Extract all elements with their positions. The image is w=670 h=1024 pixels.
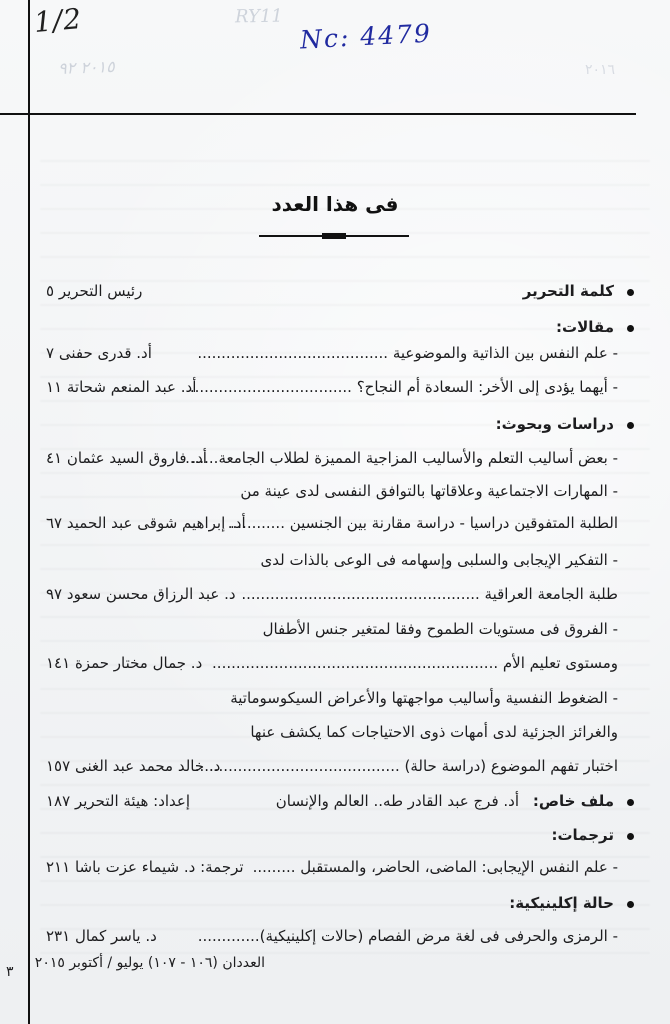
issue-footer: العددان (١٠٦ - ١٠٧) يوليو / أكتوبر ٢٠١٥ — [34, 955, 265, 971]
study-row — [34, 451, 634, 475]
clinical-title: - الرمزى والحرفى فى لغة مرض الفصام (حالات إكلينيكية)............. — [197, 927, 618, 945]
editorial-row — [34, 284, 634, 308]
study-row — [34, 553, 634, 577]
study-title: - الضغوط النفسية وأساليب مواجهتها والأعراض السيكوسوماتية — [230, 689, 618, 707]
study-author: أد. فاروق السيد عثمان ٤١ — [46, 449, 207, 467]
faint-code-2: ٢٠١٥ ٩٢ — [57, 57, 115, 78]
article-author: أد. قدرى حفنى ٧ — [46, 344, 152, 362]
editorial-author: رئيس التحرير ٥ — [46, 282, 143, 300]
title-block — [245, 192, 425, 216]
special-file-author: إعداد: هيئة التحرير ١٨٧ — [46, 792, 191, 810]
study-title: - بعض أساليب التعلم والأساليب المزاجية المميزة لطلاب الجامعة....... — [185, 449, 618, 467]
bullet-icon — [627, 422, 634, 429]
page-title: فى هذا العدد — [271, 192, 399, 216]
title-ornament-center — [322, 233, 346, 239]
article-row — [34, 380, 634, 404]
study-title: والغرائز الجزئية لدى أمهات ذوى الاحتياجات كما يكشف عنها — [250, 723, 618, 741]
clinical-heading: حالة إكلينيكية: — [509, 894, 614, 912]
special-file-row — [34, 794, 634, 818]
study-title: الطلبة المتفوقين دراسيا - دراسة مقارنة بين الجنسين ............ — [227, 514, 618, 532]
study-row — [34, 656, 634, 680]
bullet-icon — [627, 289, 634, 296]
bullet-icon — [627, 901, 634, 908]
clinical-author: د. ياسر كمال ٢٣١ — [46, 927, 157, 945]
study-author: د. جمال مختار حمزة ١٤١ — [46, 654, 203, 672]
faint-code-1: RY11 — [234, 5, 283, 28]
article-row — [34, 346, 634, 370]
title-ornament — [259, 234, 409, 238]
study-row — [34, 484, 634, 508]
faint-code-3: ٢٠١٦ — [585, 62, 616, 78]
translation-author: ترجمة: د. شيماء عزت باشا ٢١١ — [46, 858, 244, 876]
bullet-icon — [627, 833, 634, 840]
page-number: ٣ — [6, 964, 14, 980]
editorial-label: كلمة التحرير — [522, 282, 614, 300]
study-title: - الفروق فى مستويات الطموح وفقا لمتغير جنس الأطفال — [262, 620, 618, 638]
study-title: - المهارات الاجتماعية وعلاقاتها بالتوافق النفسى لدى عينة من — [240, 482, 618, 500]
translations-heading: ترجمات: — [551, 826, 614, 844]
studies-heading-row — [34, 417, 634, 441]
translations-heading-row — [34, 828, 634, 852]
bullet-icon — [627, 799, 634, 806]
study-title: ومستوى تعليم الأم ............................................................ — [212, 654, 618, 672]
study-row — [34, 691, 634, 715]
study-title: طلبة الجامعة العراقية .................................................. — [241, 585, 618, 603]
clinical-row — [34, 929, 634, 953]
study-row — [34, 759, 634, 783]
special-file-title: أد. فرج عبد القادر طه.. العالم والإنسان — [275, 792, 519, 810]
bullet-icon — [627, 325, 634, 332]
study-row — [34, 516, 634, 540]
article-author: أد. عبد المنعم شحاتة ١١ — [46, 378, 197, 396]
study-row — [34, 725, 634, 749]
translation-title: - علم النفس الإيجابى: الماضى، الحاضر، والمستقبل ......... — [252, 858, 618, 876]
translation-row — [34, 860, 634, 884]
article-title: - أيهما يؤدى إلى الأخر: السعادة أم النجاح؟ .................................. — [189, 378, 618, 396]
study-row — [34, 587, 634, 611]
table-of-contents — [34, 270, 634, 960]
study-author: د. عبد الرزاق محسن سعود ٩٧ — [46, 585, 236, 603]
page-fraction-annotation: 1/2 — [32, 1, 84, 40]
clinical-heading-row — [34, 896, 634, 920]
study-title: اختبار تفهم الموضوع (دراسة حالة) ........................................... — [194, 757, 618, 775]
study-row — [34, 622, 634, 646]
studies-heading: دراسات وبحوث: — [495, 415, 614, 433]
study-title: - التفكير الإيجابى والسلبى وإسهامه فى الوعى بالذات لدى — [260, 551, 618, 569]
left-margin-rule — [28, 0, 30, 1024]
articles-heading-row — [34, 320, 634, 344]
article-title: - علم النفس بين الذاتية والموضوعية ........................................ — [197, 344, 618, 362]
special-file-label: ملف خاص: — [532, 792, 614, 810]
study-author: د. خالد محمد عبد الغنى ١٥٧ — [46, 757, 221, 775]
top-rule — [0, 113, 636, 115]
articles-heading: مقالات: — [556, 318, 614, 336]
catalog-note: Nc: 4479 — [299, 18, 433, 55]
study-author: أد. إبراهيم شوقى عبد الحميد ٦٧ — [46, 514, 246, 532]
